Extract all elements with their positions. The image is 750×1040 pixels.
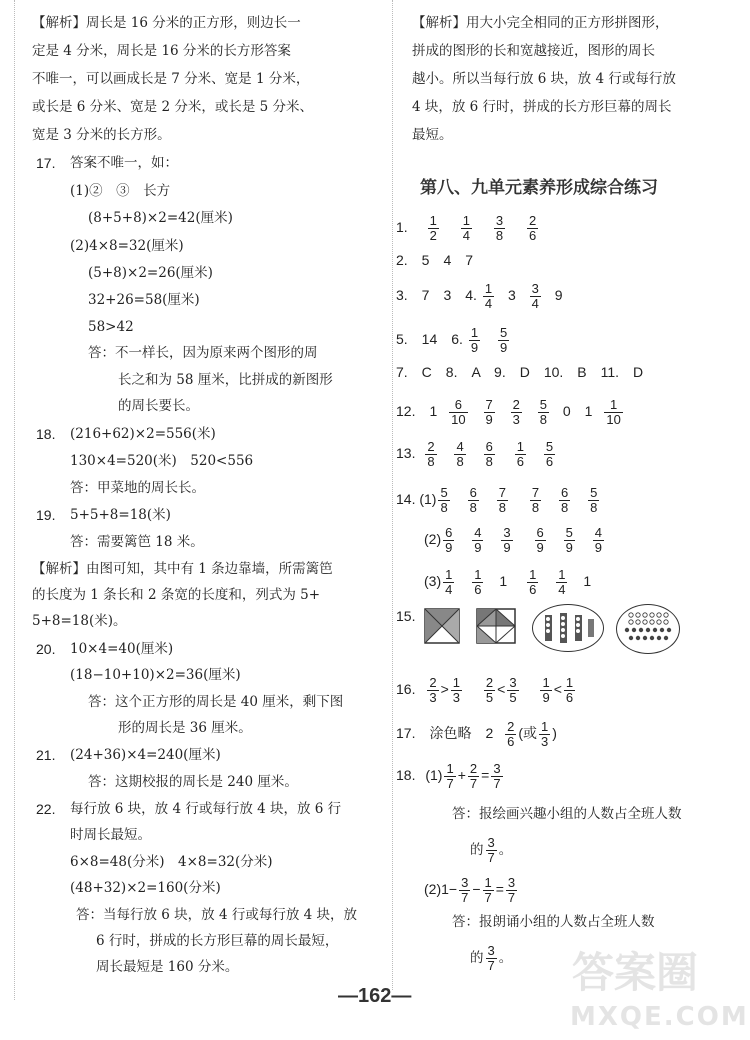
fraction-denominator: 8 — [485, 454, 493, 469]
fraction — [556, 568, 567, 597]
formula-line: 5+5+8=18(米) — [70, 507, 171, 523]
fraction-denominator: 6 — [545, 454, 554, 469]
answer-14 — [396, 486, 601, 515]
fraction-numerator: 4 — [594, 525, 602, 540]
fraction-denominator: 8 — [456, 454, 464, 469]
answer-14-2 — [424, 526, 606, 555]
fraction — [511, 398, 522, 427]
fraction-denominator: 7 — [493, 776, 501, 791]
fraction-denominator: 5 — [509, 690, 517, 705]
fraction — [472, 568, 483, 597]
fraction-denominator: 4 — [484, 296, 493, 311]
answer-text: 3 — [507, 287, 516, 304]
fraction-denominator: 8 — [495, 228, 504, 243]
fraction-numerator: 3 — [487, 943, 495, 958]
question-number: 15. — [396, 608, 416, 624]
fraction-denominator: 6 — [565, 690, 574, 705]
formula-line: (216+62)×2=556(米) — [70, 426, 216, 442]
fraction-numerator: 1 — [474, 567, 482, 582]
formula-line: (8+5+8)×2=42(厘米) — [88, 210, 233, 226]
fraction-numerator: 1 — [429, 213, 437, 228]
fraction-numerator: 1 — [609, 397, 618, 412]
formula-line: (24+36)×4=240(厘米) — [70, 747, 221, 763]
page-number: —162— — [338, 985, 412, 1007]
formula-line: (48+32)×2=160(分米) — [70, 880, 221, 896]
fraction-denominator: 3 — [512, 412, 520, 427]
fraction-denominator: 7 — [487, 958, 495, 973]
fraction-denominator: 4 — [462, 228, 470, 243]
fraction-denominator: 4 — [558, 582, 566, 597]
formula-line: (18−10+10)×2=36(厘米) — [70, 667, 241, 683]
answer-13 — [396, 440, 557, 469]
fraction — [449, 398, 467, 427]
fraction-denominator: 6 — [529, 582, 537, 597]
fraction — [483, 282, 494, 311]
fraction-numerator: 3 — [509, 675, 517, 690]
fraction — [491, 762, 502, 791]
question-number: 18. — [396, 767, 416, 784]
analysis-line: 【解析】由图可知，其中有 1 条边靠墙，所需篱笆 — [32, 561, 333, 577]
fraction-numerator: 2 — [528, 213, 537, 228]
fraction-denominator: 6 — [516, 454, 524, 469]
formula-line: 130×4=520(米) 520<556 — [70, 453, 254, 469]
analysis-line: 定是 4 分米，周长是 16 分米的长方形答案 — [32, 43, 291, 59]
fraction-denominator: 7 — [507, 890, 516, 905]
answer-line: 每行放 6 块，放 4 行或每行放 4 块，放 6 行 — [70, 801, 342, 817]
fraction-numerator: 1 — [529, 567, 537, 582]
fraction-numerator: 2 — [427, 439, 435, 454]
question-number: 1. — [396, 219, 408, 236]
fraction — [443, 526, 454, 555]
answer-text: 的 — [470, 950, 484, 966]
fraction-denominator: 8 — [531, 500, 540, 515]
symbol: < — [553, 681, 562, 698]
symbol: > — [440, 681, 449, 698]
fraction-numerator: 1 — [446, 761, 454, 776]
answer-line: 时周长最短。 — [70, 827, 151, 843]
fraction — [484, 676, 495, 705]
fraction-denominator: 7 — [469, 776, 478, 791]
fraction — [564, 676, 575, 705]
fraction-numerator: 5 — [590, 485, 598, 500]
fraction-denominator: 7 — [487, 850, 495, 865]
answer-text: 1 — [499, 573, 508, 590]
fraction — [498, 326, 509, 355]
answer-text: 的 — [470, 842, 484, 858]
answer-statement: 答：这个正方形的周长是 40 厘米，剩下图 — [88, 694, 344, 710]
fraction-denominator: 7 — [446, 776, 454, 791]
fraction-numerator: 2 — [512, 397, 520, 412]
sub-label: (3) — [424, 573, 442, 590]
answer-statement: 答：甲菜地的周长长。 — [70, 480, 205, 496]
fraction-numerator: 3 — [531, 281, 539, 296]
fraction — [559, 486, 570, 515]
formula-line: 6×8=48(分米) 4×8=32(分米) — [70, 854, 273, 870]
fraction-numerator: 1 — [484, 875, 492, 890]
fraction-numerator: 2 — [485, 675, 494, 690]
fraction-denominator: 9 — [499, 340, 508, 355]
analysis-line: 拼成的图形的长和宽越接近，图形的周长 — [412, 43, 655, 59]
fraction-numerator: 1 — [445, 567, 453, 582]
fraction — [468, 762, 479, 791]
fraction — [451, 676, 462, 705]
answer-statement: 答：不一样长，因为原来两个图形的周 — [88, 345, 318, 361]
fraction-denominator: 9 — [565, 540, 573, 555]
fraction-numerator: 4 — [474, 525, 482, 540]
fraction — [454, 440, 465, 469]
question-number: 21. — [36, 747, 56, 763]
fraction — [486, 836, 497, 865]
answer-line: (1)② ③ 长方 — [70, 183, 171, 199]
fraction-denominator: 9 — [503, 540, 511, 555]
fraction-denominator: 6 — [507, 734, 515, 749]
fraction-numerator: 3 — [503, 525, 511, 540]
answer-statement — [470, 836, 512, 865]
fraction-denominator: 9 — [594, 540, 602, 555]
beads-icon — [533, 605, 603, 651]
fraction — [438, 486, 449, 515]
fraction — [444, 762, 455, 791]
fraction-denominator: 7 — [461, 890, 469, 905]
answer-text: 12. 1 — [396, 403, 438, 420]
left-dotted-divider — [14, 0, 15, 1000]
formula-line: 58>42 — [88, 319, 134, 335]
fraction-denominator: 7 — [484, 890, 492, 905]
fraction-numerator: 5 — [565, 525, 573, 540]
fraction — [539, 720, 550, 749]
fraction-denominator: 9 — [485, 412, 493, 427]
fraction — [535, 526, 546, 555]
analysis-line: 最短。 — [412, 127, 453, 143]
answer-2: 2. 5 4 7 — [396, 252, 474, 268]
question-number: 19. — [36, 507, 56, 523]
question-number: 22. — [36, 801, 56, 817]
fraction-denominator: 3 — [452, 690, 461, 705]
fraction — [472, 526, 483, 555]
answer-14-3 — [424, 568, 591, 597]
answer-text: ) — [552, 725, 557, 742]
fraction-numerator: 2 — [429, 675, 437, 690]
fraction-numerator: 1 — [516, 439, 524, 454]
fraction-numerator: 1 — [484, 281, 493, 296]
section-title: 第八、九单元素养形成综合练习 — [420, 178, 658, 198]
fraction-numerator: 3 — [461, 875, 469, 890]
fraction — [427, 676, 438, 705]
question-number: 16. — [396, 681, 416, 698]
answer-statement: 答：报绘画兴趣小组的人数占全班人数 — [452, 806, 682, 822]
fraction — [505, 720, 516, 749]
fraction-denominator: 10 — [451, 412, 466, 427]
answer-statement: 周长最短是 160 分米。 — [96, 959, 239, 975]
symbol: = — [495, 881, 504, 898]
fraction — [486, 944, 497, 973]
fraction-denominator: 8 — [590, 500, 598, 515]
fraction-denominator: 5 — [485, 690, 494, 705]
analysis-line: 【解析】周长是 16 分米的正方形，则边长一 — [32, 15, 301, 31]
beads-oval-figure — [532, 604, 604, 652]
fraction-denominator: 8 — [560, 500, 569, 515]
fraction — [484, 398, 495, 427]
answer-18 — [396, 762, 505, 791]
formula-line: (5+8)×2=26(厘米) — [88, 265, 213, 281]
fraction-denominator: 9 — [474, 540, 482, 555]
symbol: − — [472, 881, 481, 898]
sub-label: (1) — [419, 491, 437, 508]
fraction-numerator: 1 — [558, 567, 566, 582]
fraction-numerator: 6 — [445, 525, 453, 540]
fraction — [459, 876, 470, 905]
fraction-denominator: 3 — [541, 734, 549, 749]
sub-label: (1) — [425, 767, 443, 784]
answer-statement — [470, 944, 512, 973]
fraction-numerator: 1 — [462, 213, 470, 228]
question-number: 18. — [36, 426, 56, 442]
fraction — [497, 486, 508, 515]
answer-text: 17. 涂色略 2 — [396, 725, 494, 742]
answer-statement: 答：这期校报的周长是 240 厘米。 — [88, 774, 298, 790]
question-number: 17. — [36, 155, 56, 171]
answer-5-6 — [396, 326, 511, 355]
fraction-denominator: 10 — [606, 412, 621, 427]
fraction — [564, 526, 575, 555]
fraction-numerator: 5 — [539, 397, 547, 412]
fraction-numerator: 7 — [498, 485, 506, 500]
analysis-line: 的长度为 1 条长和 2 条宽的长度和，列式为 5+ — [32, 587, 321, 603]
fraction-numerator: 1 — [542, 675, 550, 690]
fraction-denominator: 6 — [474, 582, 482, 597]
answer-text: 1 — [583, 573, 592, 590]
fraction — [501, 526, 512, 555]
shaded-square-figure — [424, 608, 460, 644]
analysis-line: 或长是 6 分米、宽是 2 分米，或长是 5 分米、 — [32, 99, 314, 115]
symbol: + — [457, 767, 466, 784]
fraction-numerator: 6 — [469, 485, 477, 500]
fraction-denominator: 8 — [498, 500, 506, 515]
fraction-numerator: 6 — [536, 525, 544, 540]
answer-3-4 — [396, 282, 563, 311]
fraction — [461, 214, 472, 243]
answer-7-11: 7. C 8. A 9. D 10. B 11. D — [396, 364, 644, 380]
fraction-denominator: 8 — [539, 412, 547, 427]
fraction-numerator: 6 — [560, 485, 569, 500]
fraction-numerator: 5 — [545, 439, 554, 454]
fraction — [484, 440, 495, 469]
fraction — [515, 440, 526, 469]
answer-statement: 形的周长是 36 厘米。 — [118, 720, 252, 736]
fraction — [593, 526, 604, 555]
fraction-numerator: 1 — [565, 675, 574, 690]
fraction-denominator: 2 — [429, 228, 437, 243]
answer-1 — [396, 214, 540, 243]
watermark-url: MXQE.COM — [570, 1002, 749, 1032]
fraction — [604, 398, 622, 427]
fraction-numerator: 7 — [531, 485, 540, 500]
fraction-denominator: 8 — [427, 454, 435, 469]
fraction-numerator: 6 — [454, 397, 462, 412]
answer-text: 。 — [498, 950, 513, 966]
analysis-line: 不唯一，可以画成长是 7 分米、宽是 1 分米， — [32, 71, 310, 87]
answer-text: 。 — [498, 842, 513, 858]
fraction — [588, 486, 599, 515]
fraction — [530, 282, 541, 311]
symbol: = — [481, 767, 490, 784]
fraction-denominator: 4 — [531, 296, 539, 311]
answer-statement: 答：报朗诵小组的人数占全班人数 — [452, 914, 655, 930]
fraction-denominator: 8 — [469, 500, 477, 515]
analysis-line: 5+8=18(米)。 — [32, 613, 127, 629]
answer-16 — [396, 676, 577, 705]
answer-text: 5. 14 6. — [396, 331, 463, 348]
answer-statement: 答：需要篱笆 18 米。 — [70, 534, 204, 550]
fraction-numerator: 3 — [507, 875, 516, 890]
analysis-line: 宽是 3 分米的长方形。 — [32, 127, 171, 143]
fraction-numerator: 5 — [440, 485, 448, 500]
answer-text: 0 1 — [562, 403, 593, 420]
watermark-logo: 答案圈 — [572, 948, 699, 997]
answer-12 — [396, 398, 625, 427]
center-dotted-divider — [392, 0, 393, 990]
fraction — [494, 214, 505, 243]
fraction-numerator: 4 — [456, 439, 464, 454]
fraction-denominator: 6 — [528, 228, 537, 243]
fraction — [483, 876, 494, 905]
answer-text: 9 — [554, 287, 563, 304]
answer-statement: 的周长要长。 — [118, 398, 199, 414]
fraction-denominator: 8 — [440, 500, 448, 515]
fraction-numerator: 2 — [469, 761, 478, 776]
fraction-numerator: 7 — [485, 397, 493, 412]
fraction — [544, 440, 555, 469]
formula-line: 32+26=58(厘米) — [88, 292, 200, 308]
fraction-denominator: 9 — [536, 540, 544, 555]
analysis-line: 越小。所以当每行放 6 块，放 4 行或每行放 — [412, 71, 676, 87]
fraction — [425, 440, 436, 469]
fraction-numerator: 1 — [452, 675, 461, 690]
hearts-oval-figure — [616, 604, 680, 654]
square-triangles-shaded — [424, 608, 460, 644]
question-number: 13. — [396, 445, 416, 462]
fraction-numerator: 1 — [541, 719, 549, 734]
fraction-numerator: 1 — [470, 325, 479, 340]
fraction — [506, 876, 517, 905]
sub-label: (2) — [424, 531, 442, 548]
question-number: 14. — [396, 491, 416, 508]
fraction-numerator: 3 — [495, 213, 504, 228]
grid-triangles-shaded — [476, 608, 516, 644]
answer-18-2 — [424, 876, 519, 905]
shaded-grid-figure — [476, 608, 516, 644]
fraction — [428, 214, 439, 243]
formula-line: (2)4×8=32(厘米) — [70, 238, 184, 254]
analysis-line: 4 块，放 6 行时，拼成的长方形巨幕的周长 — [412, 99, 672, 115]
fraction-numerator: 6 — [485, 439, 493, 454]
formula-line: 10×4=40(厘米) — [70, 641, 174, 657]
question-number: 20. — [36, 641, 56, 657]
sub-label: (2)1− — [424, 881, 458, 898]
answer-text: (或 — [518, 725, 538, 742]
answer-statement: 答：当每行放 6 块，放 4 行或每行放 4 块，放 — [76, 907, 358, 923]
fraction-denominator: 3 — [429, 690, 437, 705]
answer-line: 答案不唯一，如： — [70, 155, 178, 171]
fraction-denominator: 4 — [445, 582, 453, 597]
symbol: < — [497, 681, 506, 698]
fraction-numerator: 2 — [507, 719, 515, 734]
fraction-numerator: 5 — [499, 325, 508, 340]
fraction-numerator: 3 — [493, 761, 501, 776]
fraction — [538, 398, 549, 427]
fraction — [443, 568, 454, 597]
fraction-denominator: 9 — [445, 540, 453, 555]
fraction — [507, 676, 518, 705]
fraction — [469, 326, 480, 355]
fraction-denominator: 9 — [542, 690, 550, 705]
answer-statement: 长之和为 58 厘米，比拼成的新图形 — [118, 372, 333, 388]
fraction-denominator: 9 — [470, 340, 479, 355]
analysis-line: 【解析】用大小完全相同的正方形拼图形， — [412, 15, 669, 31]
hearts-grid-icon — [617, 605, 679, 653]
answer-statement: 6 行时，拼成的长方形巨幕的周长最短， — [96, 933, 339, 949]
fraction — [530, 486, 541, 515]
fraction — [540, 676, 551, 705]
fraction — [527, 214, 538, 243]
fraction-numerator: 3 — [487, 835, 495, 850]
fraction — [468, 486, 479, 515]
answer-17 — [396, 720, 557, 749]
answer-text: 3. 7 3 4. — [396, 287, 477, 304]
fraction — [527, 568, 538, 597]
